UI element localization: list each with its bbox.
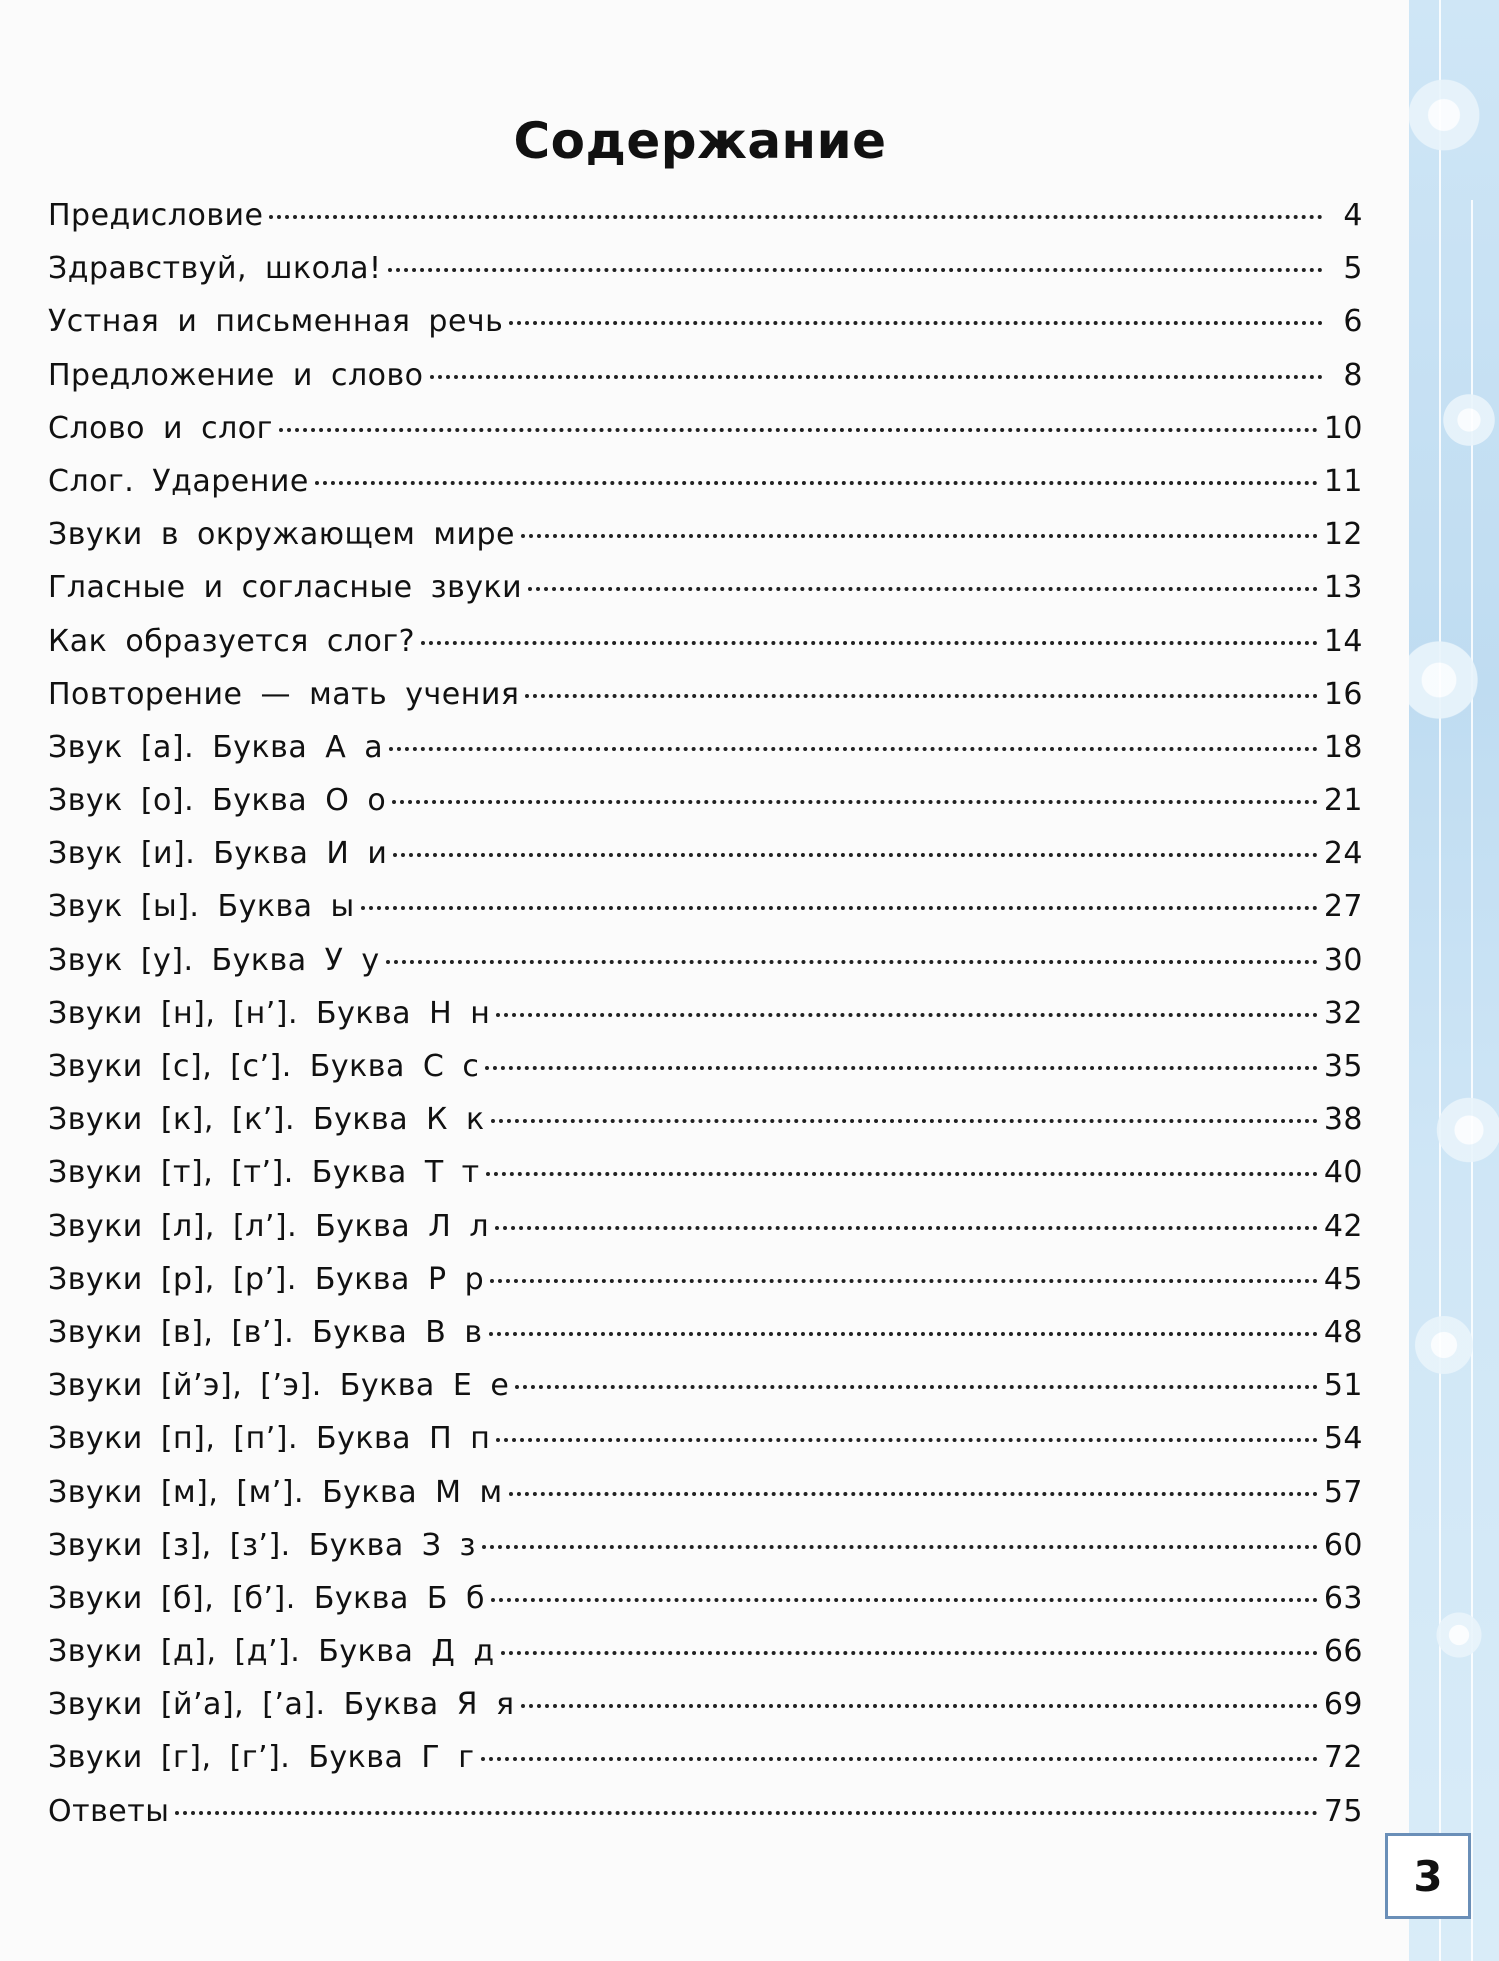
toc-entry [48, 570, 1363, 623]
toc-entry-title: Звуки [м], [м’]. Буква М м [48, 1474, 503, 1510]
toc-entry-page: 24 [1323, 836, 1363, 872]
toc-entry [48, 1740, 1363, 1793]
toc-entry [48, 251, 1363, 304]
toc-entry-title: Звуки [р], [р’]. Буква Р р [48, 1261, 485, 1297]
toc-entry-title: Как образуется слог? [48, 623, 416, 659]
toc-entry-title: Звуки [к], [к’]. Буква К к [48, 1102, 485, 1138]
toc-entry-page: 16 [1323, 676, 1363, 712]
toc-entry [48, 996, 1363, 1049]
dot-leader [486, 1172, 1318, 1176]
toc-entry [48, 1368, 1363, 1421]
table-of-contents [48, 198, 1363, 1847]
toc-entry [48, 836, 1363, 889]
decorative-side-strip [1409, 0, 1499, 1961]
toc-entry-title: Ответы [48, 1793, 170, 1829]
toc-entry-title: Слово и слог [48, 410, 273, 446]
toc-entry-title: Звук [и]. Буква И и [48, 836, 388, 872]
toc-entry-page: 42 [1323, 1208, 1363, 1244]
dot-leader [485, 1066, 1317, 1070]
toc-entry-title: Звуки [з], [з’]. Буква З з [48, 1527, 476, 1563]
toc-entry-page: 30 [1323, 942, 1363, 978]
dot-leader [515, 1385, 1318, 1389]
toc-entry-page: 14 [1323, 623, 1363, 659]
toc-entry-title: Звуки [д], [д’]. Буква Д д [48, 1634, 495, 1670]
toc-entry-title: Звуки [п], [п’]. Буква П п [48, 1421, 491, 1457]
dot-leader [528, 587, 1318, 591]
dot-leader [392, 800, 1318, 804]
toc-entry-title: Звук [ы]. Буква ы [48, 889, 355, 925]
dot-leader [490, 1279, 1318, 1283]
toc-entry [48, 464, 1363, 517]
toc-entry-title: Звуки [й’э], [’э]. Буква Е е [48, 1368, 510, 1404]
toc-entry [48, 783, 1363, 836]
toc-entry [48, 624, 1363, 677]
toc-entry [48, 304, 1363, 357]
flower-icon [1409, 60, 1499, 170]
toc-entry [48, 411, 1363, 464]
dot-leader [521, 1704, 1318, 1708]
dot-leader [388, 268, 1323, 272]
toc-entry [48, 1262, 1363, 1315]
toc-entry [48, 889, 1363, 942]
toc-entry-page: 54 [1323, 1421, 1363, 1457]
toc-entry-title: Звуки [в], [в’]. Буква В в [48, 1314, 483, 1350]
toc-entry [48, 1634, 1363, 1687]
toc-entry-title: Здравствуй, школа! [48, 251, 382, 287]
toc-entry-title: Предложение и слово [48, 357, 424, 393]
toc-entry-page: 5 [1343, 251, 1363, 287]
page-title: Содержание [513, 112, 887, 170]
toc-entry-title: Звук [у]. Буква У у [48, 942, 380, 978]
flower-icon [1409, 1300, 1489, 1390]
dot-leader [421, 641, 1318, 645]
toc-entry-title: Звуки [т], [т’]. Буква Т т [48, 1155, 480, 1191]
toc-entry-page: 21 [1323, 783, 1363, 819]
toc-entry-page: 18 [1323, 729, 1363, 765]
toc-entry-page: 35 [1323, 1049, 1363, 1084]
toc-entry-page: 48 [1323, 1314, 1363, 1350]
toc-entry-title: Предисловие [48, 198, 264, 233]
toc-entry [48, 517, 1363, 570]
toc-entry-title: Звуки [б], [б’]. Буква Б б [48, 1580, 485, 1616]
flower-icon [1419, 1080, 1499, 1180]
dot-leader [525, 694, 1317, 698]
toc-entry-title: Звуки [н], [н’]. Буква Н н [48, 995, 491, 1031]
flower-icon [1424, 1600, 1494, 1670]
toc-entry-page: 72 [1323, 1740, 1363, 1776]
toc-entry-page: 4 [1343, 198, 1363, 233]
toc-entry-page: 12 [1323, 517, 1363, 553]
toc-entry-page: 45 [1323, 1261, 1363, 1297]
toc-entry [48, 1794, 1363, 1847]
flower-icon [1429, 380, 1499, 460]
dot-leader [509, 321, 1323, 325]
toc-entry-title: Повторение — мать учения [48, 676, 520, 712]
toc-entry-page: 63 [1323, 1580, 1363, 1616]
toc-entry-title: Устная и письменная речь [48, 304, 504, 340]
toc-entry-title: Звук [а]. Буква А а [48, 729, 384, 765]
toc-entry [48, 1581, 1363, 1634]
toc-entry-page: 66 [1323, 1634, 1363, 1670]
toc-entry-title: Звуки [л], [л’]. Буква Л л [48, 1208, 489, 1244]
dot-leader [361, 906, 1318, 910]
toc-entry-page: 13 [1323, 570, 1363, 606]
toc-entry-page: 51 [1323, 1368, 1363, 1404]
dot-leader [315, 481, 1318, 485]
dot-leader [496, 1438, 1318, 1442]
toc-entry-page: 27 [1323, 889, 1363, 925]
dot-leader [430, 375, 1323, 379]
toc-entry-title: Звуки в окружающем мире [48, 517, 515, 553]
dot-leader [491, 1119, 1318, 1123]
toc-entry-page: 38 [1323, 1102, 1363, 1138]
dot-leader [491, 1598, 1318, 1602]
toc-entry [48, 1209, 1363, 1262]
toc-entry [48, 1687, 1363, 1740]
dot-leader [489, 1332, 1318, 1336]
page-number: 3 [1385, 1833, 1471, 1919]
toc-entry [48, 1155, 1363, 1208]
toc-entry-page: 11 [1323, 463, 1363, 499]
dot-leader [481, 1757, 1318, 1761]
toc-entry-page: 10 [1323, 410, 1363, 446]
dot-leader [386, 960, 1318, 964]
dot-leader [501, 1651, 1318, 1655]
toc-entry [48, 1315, 1363, 1368]
dot-leader [279, 428, 1318, 432]
toc-entry-page: 6 [1343, 304, 1363, 340]
toc-entry [48, 1528, 1363, 1581]
flower-icon [1409, 620, 1499, 740]
toc-entry-page: 57 [1323, 1474, 1363, 1510]
dot-leader [482, 1545, 1318, 1549]
toc-entry [48, 1102, 1363, 1155]
toc-entry [48, 730, 1363, 783]
toc-entry-title: Звуки [г], [г’]. Буква Г г [48, 1740, 475, 1776]
dot-leader [496, 1013, 1318, 1017]
dot-leader [521, 534, 1318, 538]
toc-entry [48, 1049, 1363, 1102]
toc-entry [48, 677, 1363, 730]
dot-leader [269, 215, 1323, 219]
toc-entry [48, 198, 1363, 251]
toc-entry-page: 69 [1323, 1687, 1363, 1723]
toc-entry [48, 943, 1363, 996]
dot-leader [509, 1492, 1318, 1496]
toc-entry-page: 8 [1343, 357, 1363, 393]
dot-leader [175, 1811, 1317, 1815]
toc-entry-title: Звуки [с], [с’]. Буква С с [48, 1049, 480, 1084]
dot-leader [389, 747, 1318, 751]
toc-entry-title: Гласные и согласные звуки [48, 570, 523, 606]
toc-entry-title: Звук [о]. Буква О о [48, 783, 387, 819]
toc-entry-title: Звуки [й’а], [’а]. Буква Я я [48, 1687, 515, 1723]
toc-entry-title: Слог. Ударение [48, 463, 309, 499]
toc-entry-page: 75 [1323, 1793, 1363, 1829]
toc-entry [48, 1421, 1363, 1474]
toc-entry-page: 40 [1323, 1155, 1363, 1191]
toc-entry-page: 32 [1323, 995, 1363, 1031]
toc-entry [48, 358, 1363, 411]
toc-entry-page: 60 [1323, 1527, 1363, 1563]
decorative-stem [1439, 0, 1441, 1961]
dot-leader [495, 1226, 1318, 1230]
dot-leader [393, 853, 1317, 857]
toc-entry [48, 1475, 1363, 1528]
